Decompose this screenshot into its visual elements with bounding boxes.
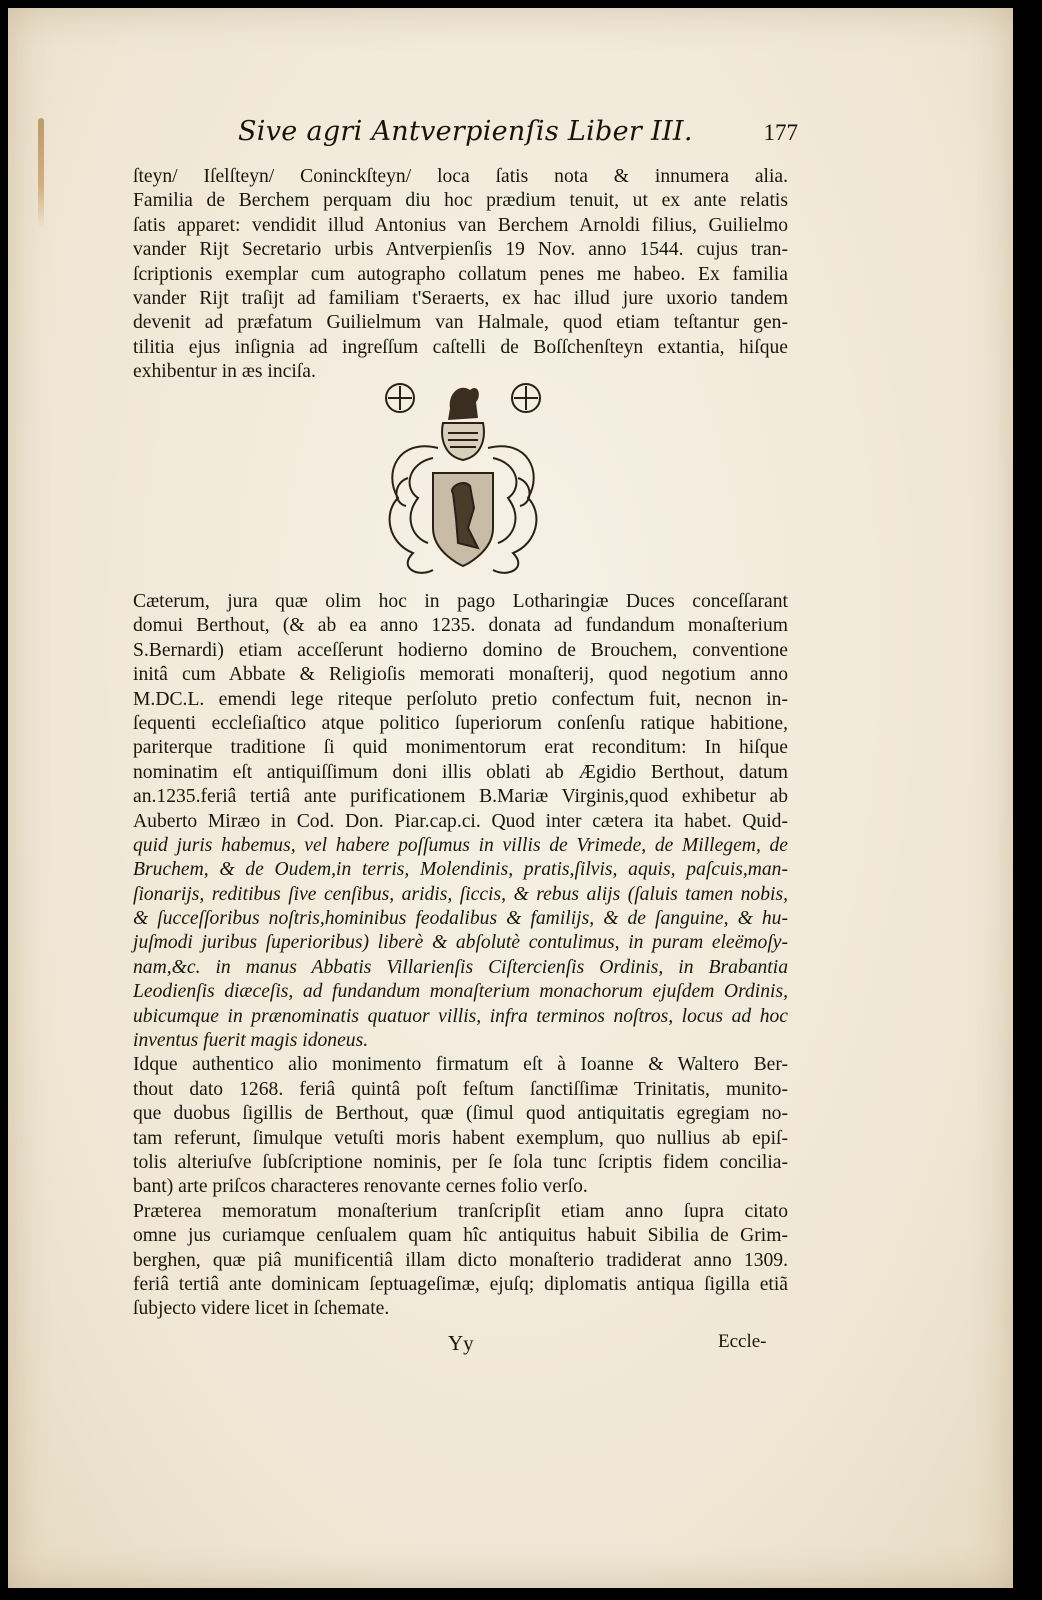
text-line: ſubjecto videre licet in ſchemate. — [133, 1298, 390, 1320]
mantling-left — [390, 446, 438, 573]
text-line: feriâ tertiâ ante dominicam ſeptuageſimæ, ejuſq; diplomatis antiqua ſigilla etiã — [133, 1273, 788, 1295]
text-line: quid juris habemus, vel habere poſſumus in villis de Vrimede, de Millegem, de — [133, 834, 788, 856]
text-line: tolis alteriuſve ſubſcriptione nominis, per ſe ſola tunc ſcriptis fidem concilia- — [133, 1151, 788, 1173]
shield — [433, 473, 493, 566]
text-line: berghen, quæ piâ munificentiâ illam dicto monaſterio tradiderat anno 1309. — [133, 1249, 788, 1271]
book-page — [8, 8, 1013, 1588]
text-line: ſcriptionis exemplar cum autographo collatum penes me habeo. Ex familia — [133, 263, 788, 285]
coat-of-arms-engraving — [378, 378, 548, 583]
text-line: vander Rijt Secretario urbis Antverpienſis 19 Nov. anno 1544. cujus tran- — [133, 239, 788, 261]
text-line: thout dato 1268. feriâ quintâ poſt feſtum ſanctiſſimæ Trinitatis, munito- — [133, 1078, 788, 1100]
roundel-left — [386, 384, 414, 412]
text-line: Idque authentico alio monimento firmatum eſt à Ioanne & Waltero Ber- — [133, 1054, 788, 1076]
text-line: devenit ad præfatum Guilielmum van Halmale, quod etiam teſtantur gen- — [133, 312, 788, 334]
catchword: Eccle- — [718, 1331, 767, 1352]
paper-stain — [38, 118, 44, 228]
text-line: Auberto Miræo in Cod. Don. Piar.cap.ci. Quod inter cætera ita habet. Quid- — [133, 810, 788, 832]
signature-mark: Yy — [448, 1331, 474, 1355]
text-line: vander Rijt traſijt ad familiam t'Seraerts, ex hac illud jure uxorio tandem — [133, 287, 788, 309]
text-line: Præterea memoratum monaſterium tranſcripſit etiam anno ſupra citato — [133, 1200, 788, 1222]
text-line: Cæterum, jura quæ olim hoc in pago Lotharingiæ Duces conceſſarant — [133, 591, 788, 612]
paragraph-caeterum-jura — [133, 590, 788, 1322]
text-line: ſteyn/ Iſelſteyn/ Coninckſteyn/ loca ſatis nota & innumera alia. — [133, 166, 788, 187]
text-line: Leodienſis diæceſis, ad fundandum monaſterium monachorum ejuſdem Ordinis, — [133, 981, 788, 1003]
text-line: inventus fuerit magis idoneus. — [133, 1030, 369, 1052]
running-head — [148, 116, 798, 156]
roundel-right — [512, 384, 540, 412]
crest-lion — [448, 388, 479, 420]
text-line: nam,&c. in manus Abbatis Villarienſis Ciſtercienſis Ordinis, in Brabantia — [133, 956, 788, 978]
page-number: 177 — [763, 120, 798, 145]
text-line: & ſucceſſoribus noſtris,hominibus feodalibus & familijs, & de ſanguine, & hu- — [133, 908, 788, 930]
text-line: S.Bernardi) etiam acceſſerunt hodierno domino de Brouchem, conventione — [133, 639, 788, 661]
text-line: juſmodi juribus ſuperioribus) liberè & abſolutè contulimus, in puram eleëmoſy- — [133, 932, 788, 954]
text-line: domui Berthout, (& ab ea anno 1235. donata ad fundandum monaſterium — [133, 615, 788, 637]
text-line: an.1235.feriâ tertiâ ante purificationem B.Mariæ Virginis,quod exhibetur ab — [133, 786, 788, 808]
text-line: ſatis apparet: vendidit illud Antonius van Berchem Arnoldi filius, Guilielmo — [133, 214, 788, 236]
helmet — [442, 423, 484, 460]
text-line: exhibentur in æs inciſa. — [133, 361, 316, 383]
running-head-title: Sive agri Antverpienſis Liber III. — [238, 116, 693, 147]
text-line: ubicumque in prænominatis quatuor villis, infra terminos noſtros, locus ad hoc — [133, 1005, 788, 1027]
text-line: initâ cum Abbate & Religioſis memorati monaſterij, quod negotium anno — [133, 664, 788, 686]
text-line: que duobus ſigillis de Berthout, quæ (ſimul quod antiquitatis egregiam no- — [133, 1103, 788, 1125]
mantling-right — [488, 446, 536, 573]
text-line: M.DC.L. emendi lege riteque perſoluto pretio confectum fuit, necnon in- — [133, 688, 788, 710]
text-line: ſionarijs, reditibus ſive cenſibus, aridis, ſiccis, & rebus alijs (ſaluis tamen nobis, — [133, 883, 788, 905]
text-line: bant) arte priſcos characteres renovante cernes folio verſo. — [133, 1176, 588, 1198]
text-line: Bruchem, & de Oudem,in terris, Molendinis, pratis,ſilvis, aquis, paſcuis,man- — [133, 859, 788, 881]
text-line: nominatim eſt antiquiſſimum doni illis oblati ab Ægidio Berthout, datum — [133, 761, 788, 783]
text-line: tilitia ejus inſignia ad ingreſſum caſtelli de Boſſchenſteyn extantia, hiſque — [133, 336, 788, 358]
text-line: tam referunt, ſimulque vetuſti moris habent exemplum, quo nullius ab epiſ- — [133, 1127, 788, 1149]
text-line: Familia de Berchem perquam diu hoc prædium tenuit, ut ex ante relatis — [133, 190, 788, 212]
text-line: ſequenti eccleſiaſtico atque politico ſuperiorum conſenſu ratique habitione, — [133, 712, 788, 734]
paragraph-familia-de-berchem — [133, 165, 788, 385]
text-line: omne jus curiamque cenſualem quam hîc antiquitus habuit Sibilia de Grim- — [133, 1225, 788, 1247]
text-line: pariterque traditione ſi quid monimentorum erat reconditum: In hiſque — [133, 737, 788, 759]
